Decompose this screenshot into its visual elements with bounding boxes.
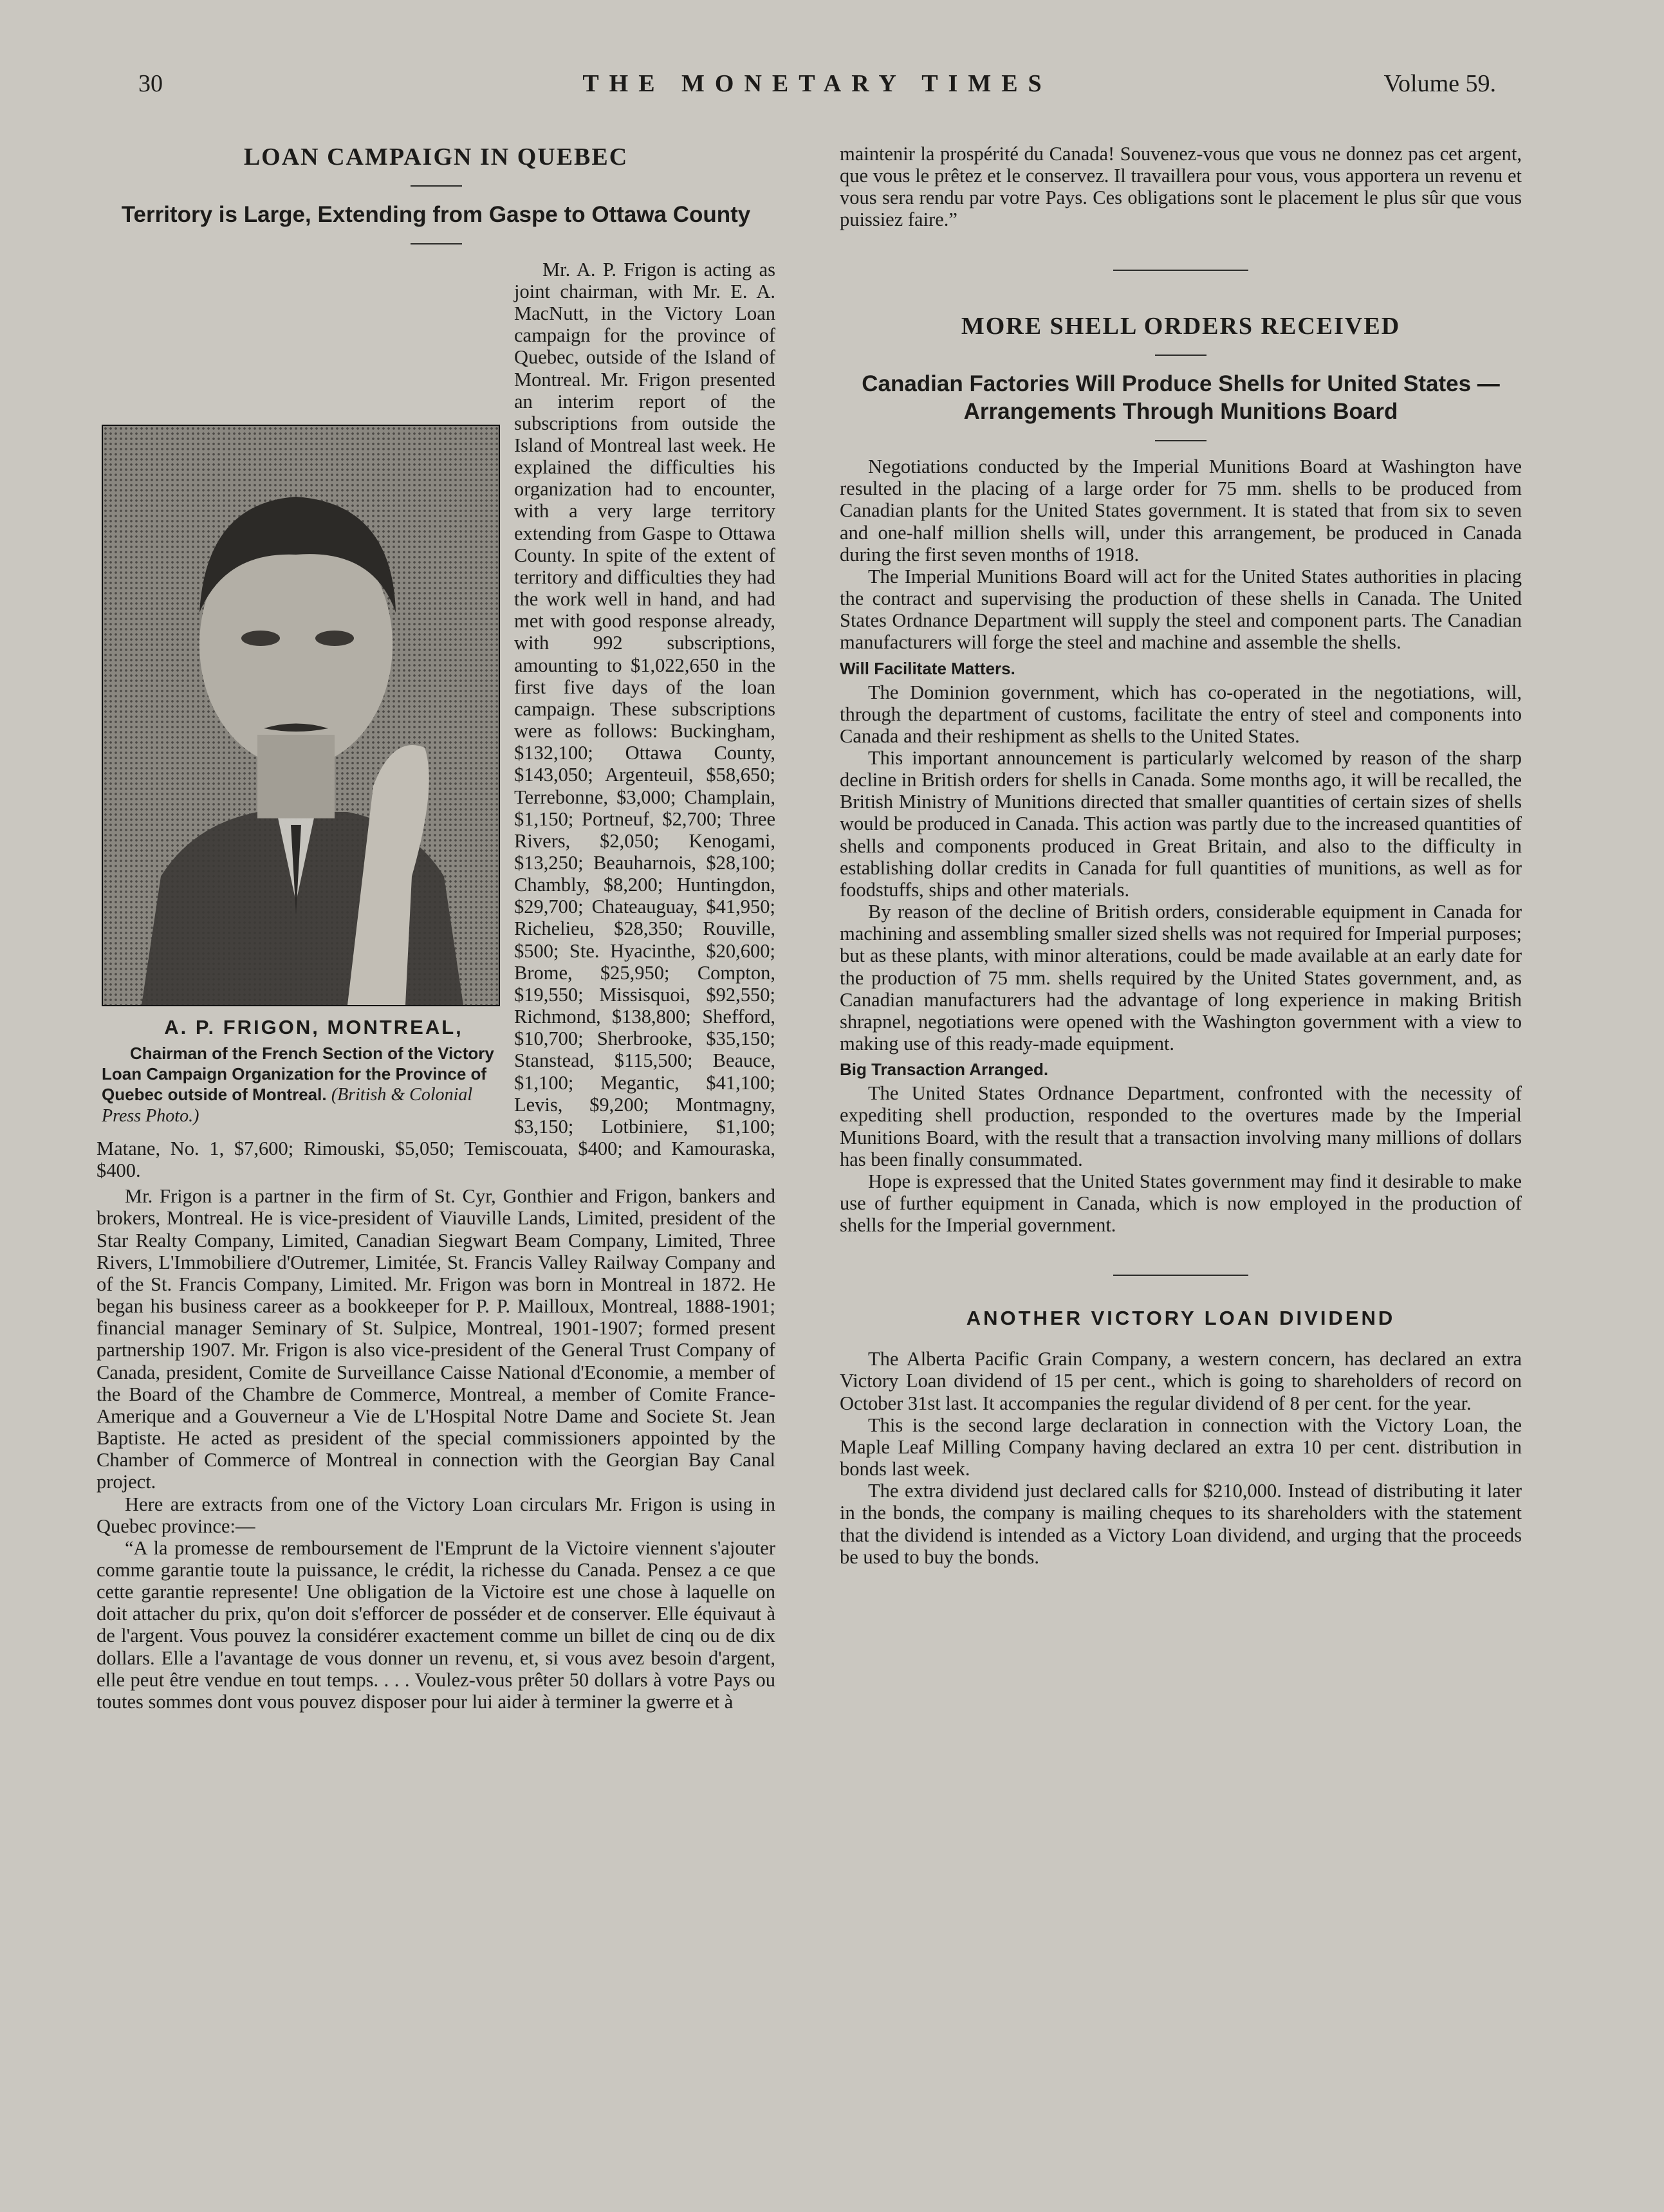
article1-subtitle: Territory is Large, Extending from Gaspe to Ottawa County	[121, 202, 751, 227]
journal-title: THE MONETARY TIMES	[582, 70, 1052, 97]
volume-label: Volume 59.	[1383, 70, 1496, 97]
article3-para3: The extra dividend just declared calls for $210,000. Instead of distributing it later in the bonds, the company is mailing cheques to its shareholders with the statement that the dividend is intended as a Victory Loan dividend, and urging that the proceeds be used to buy the bonds.	[840, 1480, 1522, 1568]
title-rule	[411, 185, 462, 187]
running-header	[138, 69, 1496, 108]
article2-subtitle-rule	[1155, 440, 1206, 441]
article1-para2: Mr. Frigon is a partner in the firm of St. Cyr, Gonthier and Frigon, bankers and brokers, Montreal. He is vice-president of Viauville Lands, Limited, president of the Star Realty Company, Limited, Canadian Siegwart Beam Company, Limited, Three Rivers, L'Immobiliere d'Outremer, Limitée, St. Francis Valley Railway Company and of the St. Francis Company, Limited. Mr. Frigon was born in Montreal in 1872. He began his business career as a bookkeeper for P. P. Mailloux, Montreal, 1888-1901; financial manager Seminary of St. Sulpice, Montreal, 1901-1907; formed present partnership 1907. Mr. Frigon is also vice-president of the General Trust Company of Canada, president, Comite de Surveillance Caisse National d'Economie, a member of the Board of the Chambre de Commerce, Montreal, a member of Comite France-Amerique and a Gouverneur a Vie de L'Hospital Notre Dame and Societe St. Jean Baptiste. He acted as president of the special commissioners appointed by the Chamber of Commerce of Montreal in connection with the Georgian Bay Canal project.	[97, 1185, 775, 1493]
article1-para4: “A la promesse de remboursement de l'Emprunt de la Victoire viennent s'ajouter comme garantie toute la puissance, le crédit, la richesse du Canada. Pensez a ce que cette garantie represente! Une obligation de la Victoire est une chose à laquelle on doit attacher du prix, qu'on doit s'efforcer de posséder et de conserver. Elle équivaut à de l'argent. Vous pouvez la considérer exactement comme un billet de cinq ou de dix dollars. Elle a l'avantage de vous donner un revenu, et, si vous avez besoin d'argent, elle peut être vendue en tout temps. . . . Voulez-vous prêter 50 dollars à votre Pays ou toutes sommes dont vous pouvez disposer pour lui aider à terminer la gwerre et à	[97, 1536, 775, 1713]
article2-title-rule	[1155, 355, 1206, 356]
subtitle-rule	[411, 243, 462, 244]
article2-subhead1: Will Facilitate Matters.	[840, 658, 1015, 678]
right-column	[840, 143, 1522, 1568]
article2-para4: This important announcement is particularly welcomed by reason of the sharp decline in British orders for shells in Canada. Some months ago, it will be recalled, the British Ministry of Munitions directed that smaller quantities of certain sizes of shells would be produced in Canada. This action was partly due to the increased quantities of shells and components produced in Great Britain, and also to the difficulty in establishing dollar credits in Canada for full quantities of munitions, as well as for foodstuffs, ships and other materials.	[840, 747, 1522, 901]
article2-para1: Negotiations conducted by the Imperial Munitions Board at Washington have resulted in the placing of a large order for 75 mm. shells to be produced from Canadian plants for the United States government. It is stated that from six to seven and one-half million shells will, under this arrangement, be produced in Canada during the first seven months of 1918.	[840, 456, 1522, 566]
article3-title: ANOTHER VICTORY LOAN DIVIDEND	[966, 1307, 1396, 1330]
article2-title: MORE SHELL ORDERS RECEIVED	[961, 312, 1401, 340]
article3-para1: The Alberta Pacific Grain Company, a western concern, has declared an extra Victory Loan dividend of 15 per cent., which is going to shareholders of record on October 31st last. It accompanies the regular dividend of 8 per cent. for the year.	[840, 1348, 1522, 1414]
article1-title: LOAN CAMPAIGN IN QUEBEC	[243, 143, 629, 171]
photo-caption-name: A. P. FRIGON, MONTREAL,	[164, 1015, 463, 1038]
article-separator-1	[1113, 270, 1248, 271]
article1-quote-continued: maintenir la prospérité du Canada! Souvenez-vous que vous ne donnez pas cet argent, que vous le prêtez et le conservez. Il travaillera pour vous, vous apportera un revenu et vous sera rendu par votre Pays. Ces obligations sont le placement le plus sûr que vous puissiez faire.”	[840, 143, 1522, 231]
article-separator-2	[1113, 1275, 1248, 1276]
article2-subtitle: Canadian Factories Will Produce Shells for United States —Arrangements Through Munitions Board	[862, 371, 1500, 425]
portrait-figure	[102, 425, 497, 1127]
article2-para6: The United States Ordnance Department, confronted with the necessity of expediting shell production, responded to the overtures made by the Imperial Munitions Board, with the result that a transaction involving many millions of dollars has been finally consummated.	[840, 1082, 1522, 1170]
article2-para3: The Dominion government, which has co-operated in the negotiations, will, through the department of customs, facilitate the entry of steel and components into Canada and their reshipment as shells to the United States.	[840, 681, 1522, 747]
article1-para1: Mr. A. P. Frigon is acting as joint chairman, with Mr. E. A. MacNutt, in the Victory Loan campaign for the province of Quebec, outside of the Island of Montreal. Mr. Frigon presented an interim report of the subscriptions from outside the Island of Montreal last week. He explained the difficulties his organization had to encounter, with a very large territory extending from Gaspe to Ottawa County. In spite of the extent of territory and difficulties they had the work well in hand, and had met with good response already, with 992 subscriptions, amounting to $1,022,650 in the first five days of the loan campaign. These subscriptions were as follows: Buckingham, $132,100; Ottawa County, $143,050; Argenteuil, $58,650; Terrebonne, $3,000; Champlain, $1,150; Portneuf, $2,700; Three Rivers, $2,050; Kenogami, $13,250; Beauharnois, $28,100; Chambly, $8,200; Huntingdon, $29,700; Chateauguay, $41,950; Richelieu, $28,350; Rouville, $500; Ste. Hyacinthe, $20,600; Brome, $25,950; Compton, $19,550; Missisquoi, $92,550; Richmond, $138,800; Shefford, $10,700; Sherbrooke, $35,150; Stanstead, $115,500; Beauce, $1,100; Megantic, $41,100; Levis, $9,200; Montmagny, $3,150; Lotbiniere, $1,100; Matane, No. 1, $7,600; Rimouski, $5,050; Temiscouata, $400; and Kamouraska, $400.	[97, 258, 775, 1182]
portrait-photo	[102, 425, 500, 1006]
article3-para2: This is the second large declaration in connection with the Victory Loan, the Maple Leaf Milling Company having declared an extra 10 per cent. distribution in bonds last week.	[840, 1414, 1522, 1480]
photo-caption-credit: (British & Colonial Press Photo.)	[102, 1084, 473, 1127]
photo-caption-text: Chairman of the French Section of the Victory Loan Campaign Organization for the Province of Quebec outside of Montreal. (British & Colonial Press Photo.)	[102, 1044, 494, 1127]
article2-subhead2: Big Transaction Arranged.	[840, 1060, 1049, 1080]
page-number: 30	[138, 70, 163, 97]
left-column	[97, 143, 775, 1713]
article2-para2: The Imperial Munitions Board will act for the United States authorities in placing the contract and supervising the production of these shells in Canada. The United States Ordnance Department will supply the steel and component parts. The Canadian manufacturers will forge the steel and machine and assemble the shells.	[840, 565, 1522, 654]
article1-para3: Here are extracts from one of the Victory Loan circulars Mr. Frigon is using in Quebec province:—	[97, 1493, 775, 1537]
article2-para7: Hope is expressed that the United States government may find it desirable to make use of further equipment in Canada, which is now employed in the production of shells for the Imperial government.	[840, 1170, 1522, 1237]
article1-intro	[97, 259, 775, 1182]
article2-para5: By reason of the decline of British orders, considerable equipment in Canada for machining and assembling smaller sized shells was not required for Imperial purposes; but as these plants, with minor alterations, could be made available at an early date for the production of 75 mm. shells required by the United States government, and, as Canadian manufacturers had the advantage of long experience in making British shrapnel, negotiations were opened with the Washington government with a view to making use of this ready-made equipment.	[840, 901, 1522, 1055]
portrait-silhouette-icon	[103, 426, 499, 1005]
